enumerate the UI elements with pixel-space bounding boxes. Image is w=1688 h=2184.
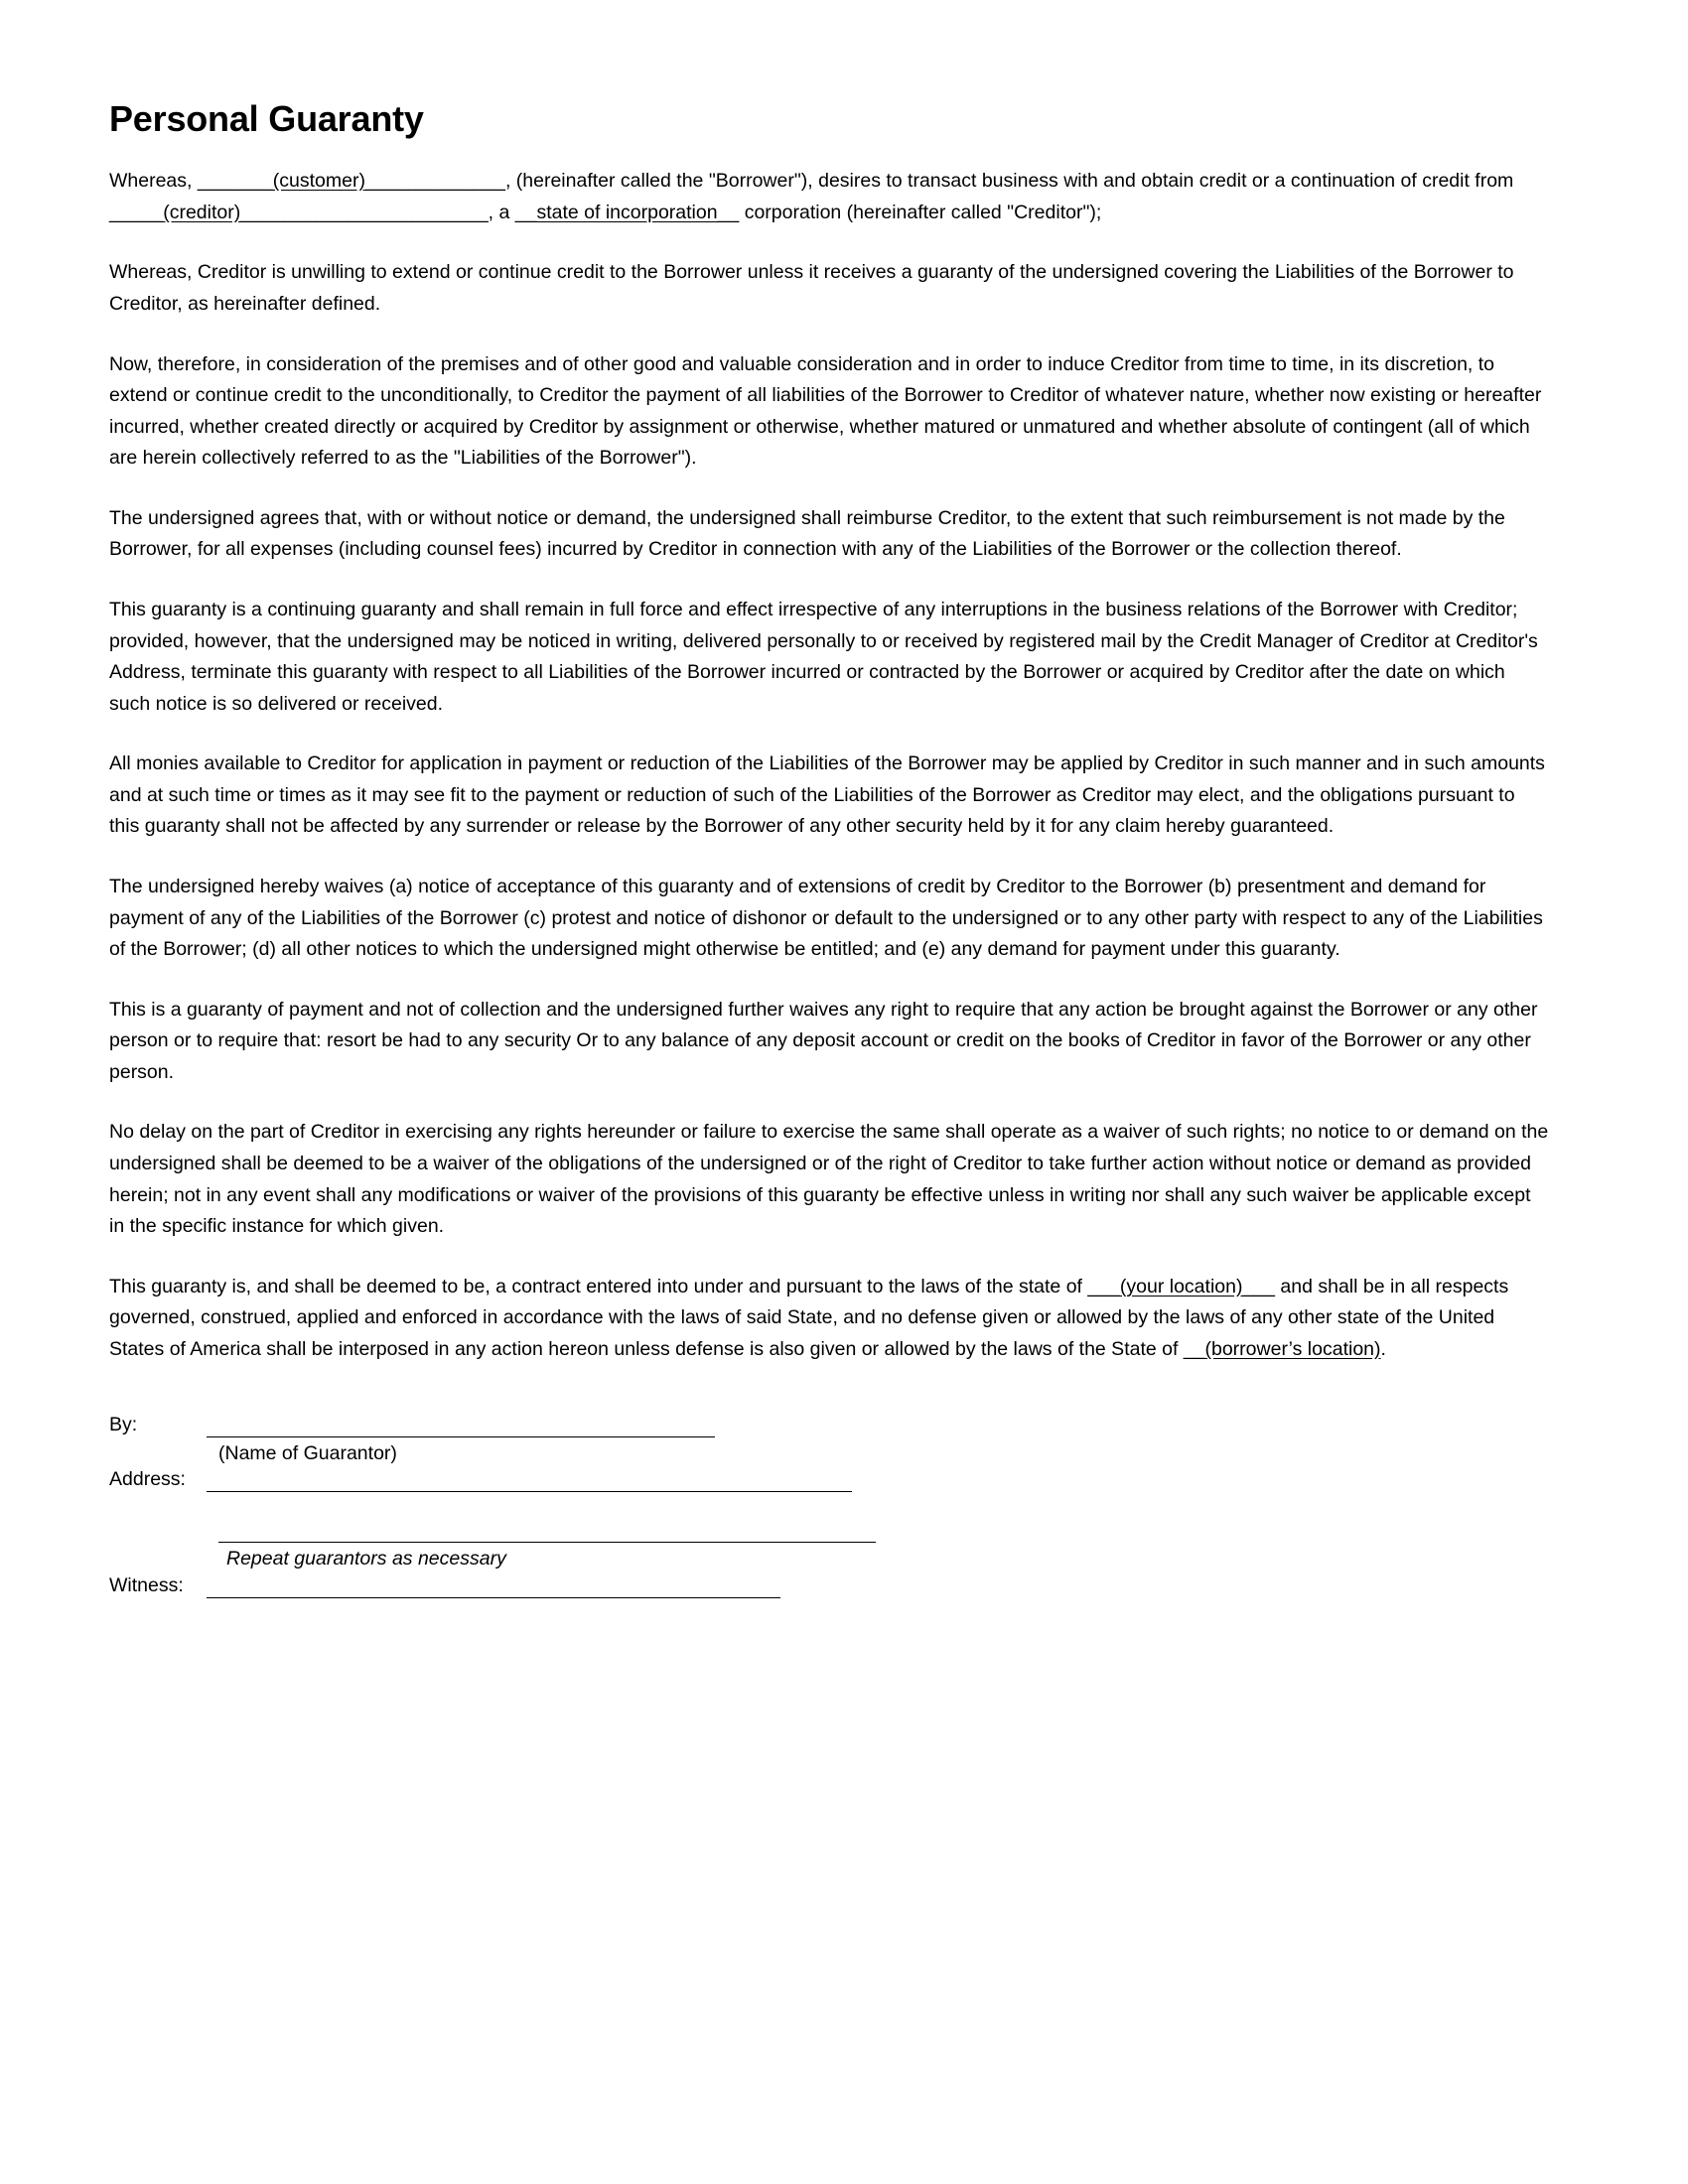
paragraph-all-monies (109, 749, 1549, 843)
name-of-guarantor-caption: (Name of Guarantor) (218, 1441, 397, 1464)
paragraph-whereas-borrower (109, 166, 1549, 228)
fill-in-blank[interactable]: __(borrower’s location) (1183, 1337, 1381, 1360)
paragraph-text: This guaranty is, and shall be deemed to be, a contract entered into under and pursuant to the laws of the state of (109, 1275, 1088, 1297)
page-title: Personal Guaranty (109, 98, 424, 139)
paragraph-text: , (hereinafter called the "Borrower"), desires to transact business with and obtain credit or a continuation of credit from (504, 170, 1514, 193)
paragraph-waivers (109, 872, 1549, 966)
by-label: By: (109, 1413, 138, 1435)
paragraph-text: Whereas, Creditor is unwilling to extend or continue credit to the Borrower unless it receives a guaranty of the undersigned covering the Liabilities of the Borrower to Creditor, as hereinafter defined. (109, 261, 1514, 315)
paragraph-text: All monies available to Creditor for application in payment or reduction of the Liabilities of the Borrower may be applied by Creditor in such manner and in such amounts and at such time or times as it may see fit to the payment or reduction of such of the Liabilities of the Borrower as Creditor may elect, and the obligations pursuant to this guaranty shall not be affected by any surrender or release by the Borrower of any other security held by it for any claim hereby guaranteed. (109, 752, 1545, 838)
paragraph-text: The undersigned hereby waives (a) notice of acceptance of this guaranty and of extensions of credit by Creditor to the Borrower (b) presentment and demand for payment of any of the Liabilities of the Borrower (c) protest and notice of dishonor or default to the undersigned or to any other party with respect to any of the Liabilities of the Borrower; (d) all other notices to which the undersigned might otherwise be entitled; and (e) any demand for payment under this guaranty. (109, 876, 1543, 961)
address-line[interactable] (207, 1471, 852, 1492)
signature-row-witness (109, 1572, 1549, 1598)
paragraph-text: This guaranty is a continuing guaranty and shall remain in full force and effect irrespective of any interruptions in the business relations of the Borrower with Creditor; provided, however, that the undersigned may be noticed in writing, delivered personally to or received by registered mail by the Credit Manager of Creditor at Creditor's Address, terminate this guaranty with respect to all Liabilities of the Borrower incurred or contracted by the Borrower or acquired by Creditor after the date on which such notice is so delivered or received. (109, 598, 1538, 715)
signature-row-by (109, 1412, 1549, 1437)
fill-in-blank[interactable]: _______(customer)_____________ (197, 170, 505, 193)
paragraph-text: The undersigned agrees that, with or without notice or demand, the undersigned shall reimburse Creditor, to the extent that such reimbursement is not made by the Borrower, for all expenses (including counsel fees) incurred by Creditor in connection with any of the Liabilities of the Borrower or the collection thereof. (109, 506, 1505, 561)
paragraph-whereas-unwilling (109, 257, 1549, 320)
address-label: Address: (109, 1468, 186, 1491)
paragraph-continuing-guaranty (109, 595, 1549, 720)
fill-in-blank[interactable]: ___(your location)___ (1087, 1275, 1275, 1297)
document-body (109, 166, 1549, 1365)
extra-guarantor-line[interactable] (218, 1522, 876, 1543)
signature-block (109, 1412, 1549, 1599)
paragraph-text: and shall be in all respects governed, construed, applied and enforced in accordance with the laws of said State, and no defense given or allowed by the laws of any other state of the United States of America shall be interposed in any action hereon unless defense is also given or allowed by the laws of the State of (109, 1275, 1509, 1360)
witness-line[interactable] (207, 1577, 780, 1598)
signature-row-extra (218, 1522, 1549, 1543)
paragraph-text: , a (488, 201, 515, 223)
paragraph-text: . (1380, 1337, 1386, 1360)
witness-label: Witness: (109, 1573, 184, 1596)
paragraph-text: No delay on the part of Creditor in exercising any rights hereunder or failure to exercise the same shall operate as a waiver of such rights; no notice to or demand on the undersigned shall be deemed to be a waiver of the obligations of the undersigned or of the right of Creditor to take further action without notice or demand as provided herein; not in any event shall any modifications or waiver of the provisions of this guaranty be effective unless in writing nor shall any such waiver be applicable except in the specific instance for which given. (109, 1121, 1549, 1238)
fill-in-blank[interactable]: __state of incorporation__ (514, 201, 740, 223)
by-signature-line[interactable] (207, 1417, 715, 1437)
paragraph-reimbursement (109, 503, 1549, 566)
paragraph-governing-law (109, 1272, 1549, 1366)
paragraph-text: Whereas, (109, 170, 198, 193)
paragraph-now-therefore (109, 349, 1549, 475)
paragraph-no-delay (109, 1117, 1549, 1242)
paragraph-guaranty-of-payment (109, 995, 1549, 1089)
repeat-guarantors-note: Repeat guarantors as necessary (226, 1548, 506, 1570)
fill-in-blank[interactable]: _____(creditor)_______________________ (109, 201, 489, 223)
paragraph-text: This is a guaranty of payment and not of collection and the undersigned further waives any right to require that any action be brought against the Borrower or any other person or to require that: resort be had to any security Or to any balance of any deposit account or credit on the books of Creditor in favor of the Borrower or any other person. (109, 998, 1538, 1083)
signature-row-address (109, 1466, 1549, 1492)
paragraph-text: Now, therefore, in consideration of the premises and of other good and valuable consideration and in order to induce Creditor from time to time, in its discretion, to extend or continue credit to the unconditionally, to Creditor the payment of all liabilities of the Borrower to Creditor of whatever nature, whether now existing or hereafter incurred, whether created directly or acquired by Creditor by assignment or otherwise, whether matured or unmatured and whether absolute of contingent (all of which are herein collectively referred to as the "Liabilities of the Borrower"). (109, 352, 1542, 470)
signature-spacer (109, 1492, 1549, 1522)
paragraph-text: corporation (hereinafter called "Creditor"); (739, 201, 1102, 223)
